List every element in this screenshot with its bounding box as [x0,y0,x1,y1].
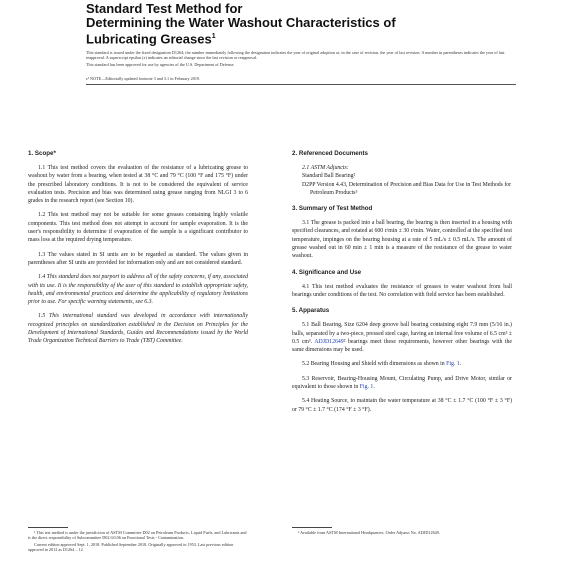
paragraph-5-2 [292,360,512,368]
editorial-note: ε¹ NOTE—Editorially updated footnote 3 and 3.1 in February 2019. [86,76,201,81]
paragraph-1-1: 1.1 This test method covers the evaluation of the resistance of a lubricating grease to washout by water from a bearing, when tested at 38 °C and 79 °C (100 °F and 175 °F) under the prescribed laboratory conditions. It is not to be considered the equivalent of service evaluation tests. Precision and bias was determined using grease ranging from NLGI 3 to 6 grades in the research report (see Section 10). [28,165,248,205]
section-heading-summary: 3. Summary of Test Method [292,205,373,213]
designation-notice [86,50,516,69]
left-column [28,150,248,352]
reference-line: D2PP Version 4.43, Determination of Precision and Bias Data for Use in Test Methods for Petroleum Products³ [302,181,512,196]
paragraph-5-3 [292,375,512,392]
paragraph-5-4: 5.4 Heating Source, to maintain the water temperature at 38 °C ± 1.7 °C (100 °F ± 3 °F) or 79 °C ± 1.7 °C (174 °F ± 3 °F). [292,398,512,413]
document-title [86,2,526,46]
footnote-1: ¹ This test method is under the jurisdiction of ASTM Committee D02 on Petroleum Products, Liquid Fuels, and Lubricants and is the direct responsibility of Subcommittee D02.G0.06 on Functional Tests - Contamination. [28,530,247,541]
title-footnote-marker: 1 [211,33,216,40]
reference-line: 2.1 ASTM Adjuncts: [302,165,349,171]
reference-line: Standard Ball Bearing² [302,173,356,180]
footnote-2: ² Available from ASTM International Headquarters. Order Adjunct No. ADJD12649. [298,530,440,535]
paragraph-5-1 [292,321,512,354]
paragraph-1-2: 1.2 This test method may not be suitable for some greases containing highly volatile components. This test method does not attempt to account for sample evaporation. It is the user's responsibility to determine if evaporation of the sample is a significant contributor to mass loss at the required drying temperature. [28,212,248,244]
section-heading-apparatus: 5. Apparatus [292,307,330,315]
header-divider [86,84,516,85]
paragraph-1-4: 1.4 This standard does not purport to address all of the safety concerns, if any, associated with its use. It is the responsibility of the user of this standard to establish appropriate safety, health, and environmental practices and determine the applicability of regulatory limitations prior to use. For specific warning statements, see 6.3. [28,274,248,306]
footnote-divider [28,527,68,528]
paragraph-4-1: 4.1 This test method evaluates the resistance of greases to water washout from ball bearings under conditions of the test. No correlation with field service has been established. [292,283,512,298]
designation-text: This standard is issued under the fixed designation D1264; the number immediately following the designation indicates the year of original adoption or, in the case of revision, the year of last revision. A number in parentheses indicates the year of last reapproval. A superscript epsilon (ε) indicates an editorial change since the last revision or reapproval. [86,50,505,60]
section-heading-referenced-documents: 2. Referenced Documents [292,150,368,157]
paragraph-5-2-text: 5.2 Bearing Housing and Shield with dimensions as shown in [302,361,447,368]
paragraph-5-2-text-end: . [459,361,462,368]
adjunct-link[interactable]: ADJD12649 [314,338,344,345]
paragraph-5-3-text: 5.3 Reservoir, Bearing-Housing Mount, Circulating Pump, and Drive Motor, similar or equivalent to those shown in [292,375,512,391]
title-line-1: Standard Test Method for [86,1,243,16]
paragraph-5-3-text-end: . [373,384,375,391]
paragraph-1-5: 1.5 This international standard was developed in accordance with internationally recognized principles on standardization established in the Decision on Principles for the Development of International Standards, Guides and Recommendations issued by the World Trade Organization Technical Barriers to Trade (TBT) Committee. [28,313,248,345]
paragraph-1-3: 1.3 The values stated in SI units are to be regarded as standard. The values given in parentheses after SI units are provided for information only and are not considered standard. [28,251,248,266]
paragraph-3-1: 3.1 The grease is packed into a ball bearing, the bearing is then inserted in a housing with specified clearances, and rotated at 600 r/min ± 30 r/min. Water, controlled at the specified test temperature, impinges on the bearing housing at a rate of 5 mL/s ± 0.5 mL/s. The amount of grease washed out in 60 min ± 1 min is a measure of the resistance of the grease to water washout. [292,220,512,260]
paragraph-5-1-text-end: ² bearings meet these requirements, however other bearings with the same dimensions may be used. [292,338,513,354]
footnote-edition: Current edition approved Sept. 1, 2018. Published September 2018. Originally approved in 1953. Last previous edition approved in 2012 as D1264 – 12. [28,541,234,553]
paragraph-5-1-text: 5.1 Ball Bearing, Size 6204 deep groove ball bearing containing eight 7.9 mm (5/16 in.) balls, separated by a two-piece, pressed steel cage, having an internal free volume of 6.5 cm³ ± 0.5 cm³. [292,322,512,345]
footnotes-left [28,530,248,554]
section-heading-scope: 1. Scope* [28,150,56,157]
right-column [292,150,512,420]
figure-1-link[interactable]: Fig. 1 [359,384,374,391]
title-line-3-text: Lubricating Greases [86,31,212,47]
section-heading-significance: 4. Significance and Use [292,268,362,276]
dod-approval-text: This standard has been approved for use by agencies of the U.S. Department of Defense. [86,62,235,67]
title-line-3 [86,30,526,46]
figure-1-link[interactable]: Fig. 1 [446,361,460,368]
title-line-2: Determining the Water Washout Characteristics of [86,15,396,30]
footnote-divider [292,527,332,528]
footnotes-right [292,530,512,536]
